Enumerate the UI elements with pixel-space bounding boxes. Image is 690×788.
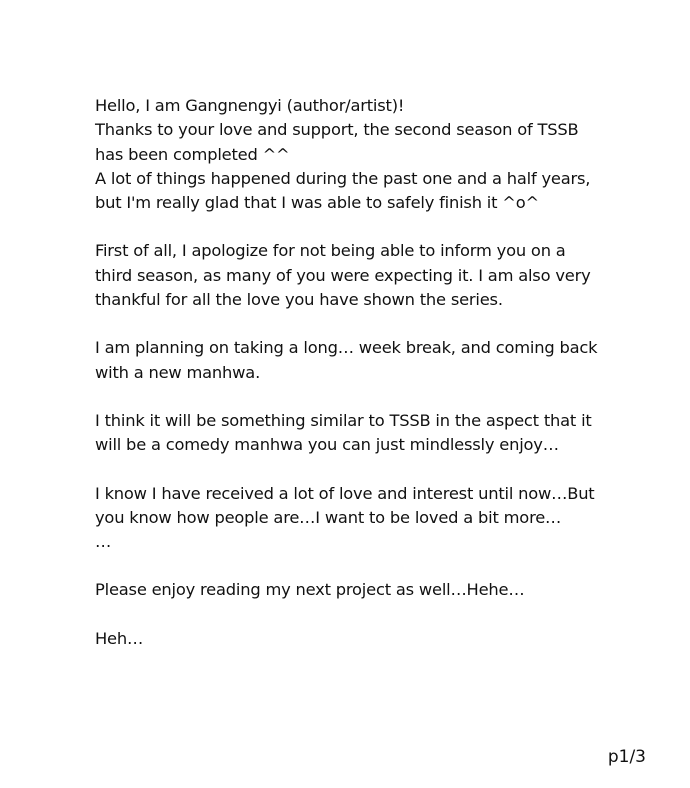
text-line: I know I have received a lot of love and interest until now…But xyxy=(95,483,595,503)
paragraph-closing xyxy=(95,627,655,651)
paragraph-enjoy xyxy=(95,578,655,602)
text-line: you know how people are…I want to be loved a bit more… xyxy=(95,507,562,527)
text-line: third season, as many of you were expecting it. I am also very xyxy=(95,265,591,285)
text-line: but I'm really glad that I was able to safely finish it ^o^ xyxy=(95,193,539,213)
author-letter xyxy=(95,94,655,675)
text-line: A lot of things happened during the past one and a half years, xyxy=(95,168,591,188)
page-number: p1/3 xyxy=(607,747,646,767)
paragraph-break-plan xyxy=(95,336,655,385)
text-line: I think it will be something similar to TSSB in the aspect that it xyxy=(95,410,592,430)
paragraph-next-manhwa xyxy=(95,409,655,458)
paragraph-greeting xyxy=(95,94,655,215)
text-line: Hello, I am Gangnengyi (author/artist)! xyxy=(95,96,405,115)
paragraph-love xyxy=(95,482,655,555)
text-line: thankful for all the love you have shown the series. xyxy=(95,290,503,310)
text-line: Thanks to your love and support, the second season of TSSB xyxy=(95,120,579,140)
text-line: Heh… xyxy=(95,628,144,648)
text-line: … xyxy=(95,532,112,552)
paragraph-apology xyxy=(95,239,655,312)
text-line: I am planning on taking a long… week break, and coming back xyxy=(95,338,598,358)
text-line: Please enjoy reading my next project as well…Hehe… xyxy=(95,580,525,600)
text-line: with a new manhwa. xyxy=(95,362,261,382)
text-line: will be a comedy manhwa you can just mindlessly enjoy… xyxy=(95,435,559,455)
text-line: has been completed ^^ xyxy=(95,144,290,164)
text-line: First of all, I apologize for not being able to inform you on a xyxy=(95,241,566,261)
